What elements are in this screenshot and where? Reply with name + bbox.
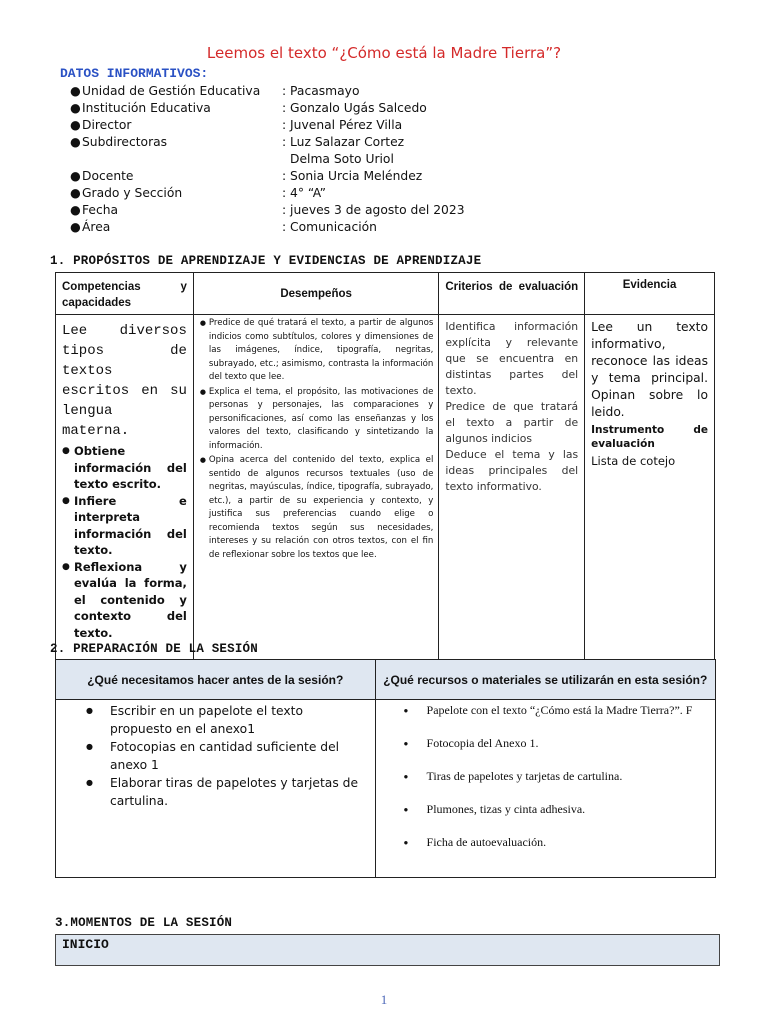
list-item: ● Reflexiona y evalúa la forma, el contenido y contexto del texto.: [62, 559, 187, 642]
antes-list: [56, 700, 375, 810]
info-label: Subdirectoras: [82, 135, 168, 149]
list-item: ● Escribir en un papelote el texto propuesto en el anexo1: [86, 702, 365, 738]
instrumento-label: evaluación: [591, 438, 655, 450]
propositos-table: [55, 272, 715, 667]
section2-heading: 2. PREPARACIÓN DE LA SESIÓN: [50, 642, 258, 656]
criterio: Deduce el tema y las ideas principales del texto informativo.: [445, 448, 579, 493]
list-item: ● Elaborar tiras de papelotes y tarjetas de cartulina.: [86, 774, 365, 810]
list-item: ● Predice de qué tratará el texto, a partir de algunos indicios como subtítulos, colores y dimensiones de las imágenes, índice, tipografía, negritas, subrayado, etc.; asimismo, contrasta la información del texto que lee.: [200, 317, 433, 385]
info-row: [70, 135, 690, 152]
inicio-label: INICIO: [62, 937, 109, 952]
page-number: 1: [380, 992, 388, 1007]
bullet-icon: ●: [70, 220, 81, 234]
section1-heading: 1. PROPÓSITOS DE APRENDIZAJE Y EVIDENCIAS DE APRENDIZAJE: [50, 254, 482, 268]
info-value: : Juvenal Pérez Villa: [282, 118, 403, 132]
bullet-icon: ●: [70, 101, 81, 115]
list-item: ● Explica el tema, el propósito, las motivaciones de personas y personajes, las comparaciones y personificaciones, así como las enseñanzas y los valores del texto, clasificando y sintetizando la información.: [200, 386, 433, 454]
criterio: Predice de que tratará el texto a partir de algunos indicios: [445, 400, 579, 445]
info-row: [70, 118, 690, 135]
info-label: Unidad de Gestión Educativa: [82, 84, 261, 98]
info-row: [70, 101, 690, 118]
criterios-cell: [439, 315, 585, 667]
instrumento-label: Instrumento de: [591, 424, 708, 436]
list-item: ● Tiras de papelotes y tarjetas de cartulina.: [404, 769, 705, 784]
capacidades-list: [56, 441, 193, 641]
competencia-text: Lee diversos tipos de textos escritos en su lengua materna.: [62, 323, 187, 439]
info-row: [70, 84, 690, 101]
info-value: Delma Soto Uriol: [290, 152, 394, 166]
list-item: ● Fotocopias en cantidad suficiente del anexo 1: [86, 738, 365, 774]
criterios-text: [439, 315, 584, 495]
header-desempenos: Desempeños: [193, 273, 438, 315]
info-row: [70, 186, 690, 203]
list-item: ● Plumones, tizas y cinta adhesiva.: [404, 802, 705, 817]
list-item: ● Infiere e interpreta información del texto.: [62, 493, 187, 559]
info-row: [70, 169, 690, 186]
info-value: : Gonzalo Ugás Salcedo: [282, 101, 427, 115]
list-item: ● Ficha de autoevaluación.: [404, 835, 705, 850]
list-item: ● Opina acerca del contenido del texto, explica el sentido de algunos recursos textuales (uso de negritas, mayúsculas, índice, tipografía, subrayado, etc.), a partir de su experiencia y contexto, y justifica sus preferencias cuando elige o recomienda textos según sus necesidades, intereses y su relación con otros textos, con el fin de reflexionar sobre los textos que lee.: [200, 454, 433, 562]
list-item: ● Papelote con el texto “¿Cómo está la Madre Tierra?”. F: [404, 703, 705, 718]
info-value: : Luz Salazar Cortez: [282, 135, 405, 149]
info-row: [70, 203, 690, 220]
bullet-icon: ●: [70, 135, 81, 149]
header-competencias: Competencias y capacidades: [56, 273, 194, 315]
info-value: : jueves 3 de agosto del 2023: [282, 203, 465, 217]
evidencia-cell: [585, 315, 715, 667]
bullet-icon: ●: [70, 169, 81, 183]
antes-cell: [56, 700, 376, 878]
header-criterios: Criterios de evaluación: [439, 273, 585, 315]
info-value: : Sonia Urcia Meléndez: [282, 169, 423, 183]
desempenos-cell: [193, 315, 438, 667]
info-label: Área: [82, 220, 111, 234]
inicio-box: [55, 934, 720, 966]
info-label: Docente: [82, 169, 134, 183]
bullet-icon: ●: [70, 186, 81, 200]
evidencia-text: Lee un texto informativo, reconoce las ideas y tema principal. Opinan sobre lo leido.: [591, 320, 708, 419]
list-item: ● Fotocopia del Anexo 1.: [404, 736, 705, 751]
info-label: Institución Educativa: [82, 101, 211, 115]
header-recursos: ¿Qué recursos o materiales se utilizarán en esta sesión?: [375, 660, 715, 700]
instrumento-value: Lista de cotejo: [591, 454, 676, 468]
section3-heading: 3.MOMENTOS DE LA SESIÓN: [55, 916, 233, 930]
list-item: ● Obtiene información del texto escrito.: [62, 443, 187, 493]
criterio: Identifica información explícita y relevante que se encuentra en distintas partes del texto.: [445, 320, 579, 397]
header-antes: ¿Qué necesitamos hacer antes de la sesión?: [56, 660, 376, 700]
desempenos-list: [194, 315, 438, 562]
info-row: [70, 220, 690, 237]
info-label: Grado y Sección: [82, 186, 183, 200]
info-row: [70, 152, 690, 169]
competencias-cell: [56, 315, 194, 667]
datos-heading: DATOS INFORMATIVOS:: [60, 66, 209, 81]
info-label: Director: [82, 118, 132, 132]
info-value: : Pacasmayo: [282, 84, 360, 98]
datos-list: [70, 84, 690, 237]
bullet-icon: ●: [70, 84, 81, 98]
document-title: Leemos el texto “¿Cómo está la Madre Tierra”?: [206, 44, 562, 62]
info-value: : Comunicación: [282, 220, 377, 234]
recursos-cell: [375, 700, 715, 878]
recursos-list: [376, 700, 715, 850]
info-label: Fecha: [82, 203, 119, 217]
info-value: : 4° “A”: [282, 186, 326, 200]
bullet-icon: ●: [70, 118, 81, 132]
header-evidencia: Evidencia: [585, 273, 715, 315]
bullet-icon: ●: [70, 203, 81, 217]
preparacion-table: [55, 659, 716, 878]
